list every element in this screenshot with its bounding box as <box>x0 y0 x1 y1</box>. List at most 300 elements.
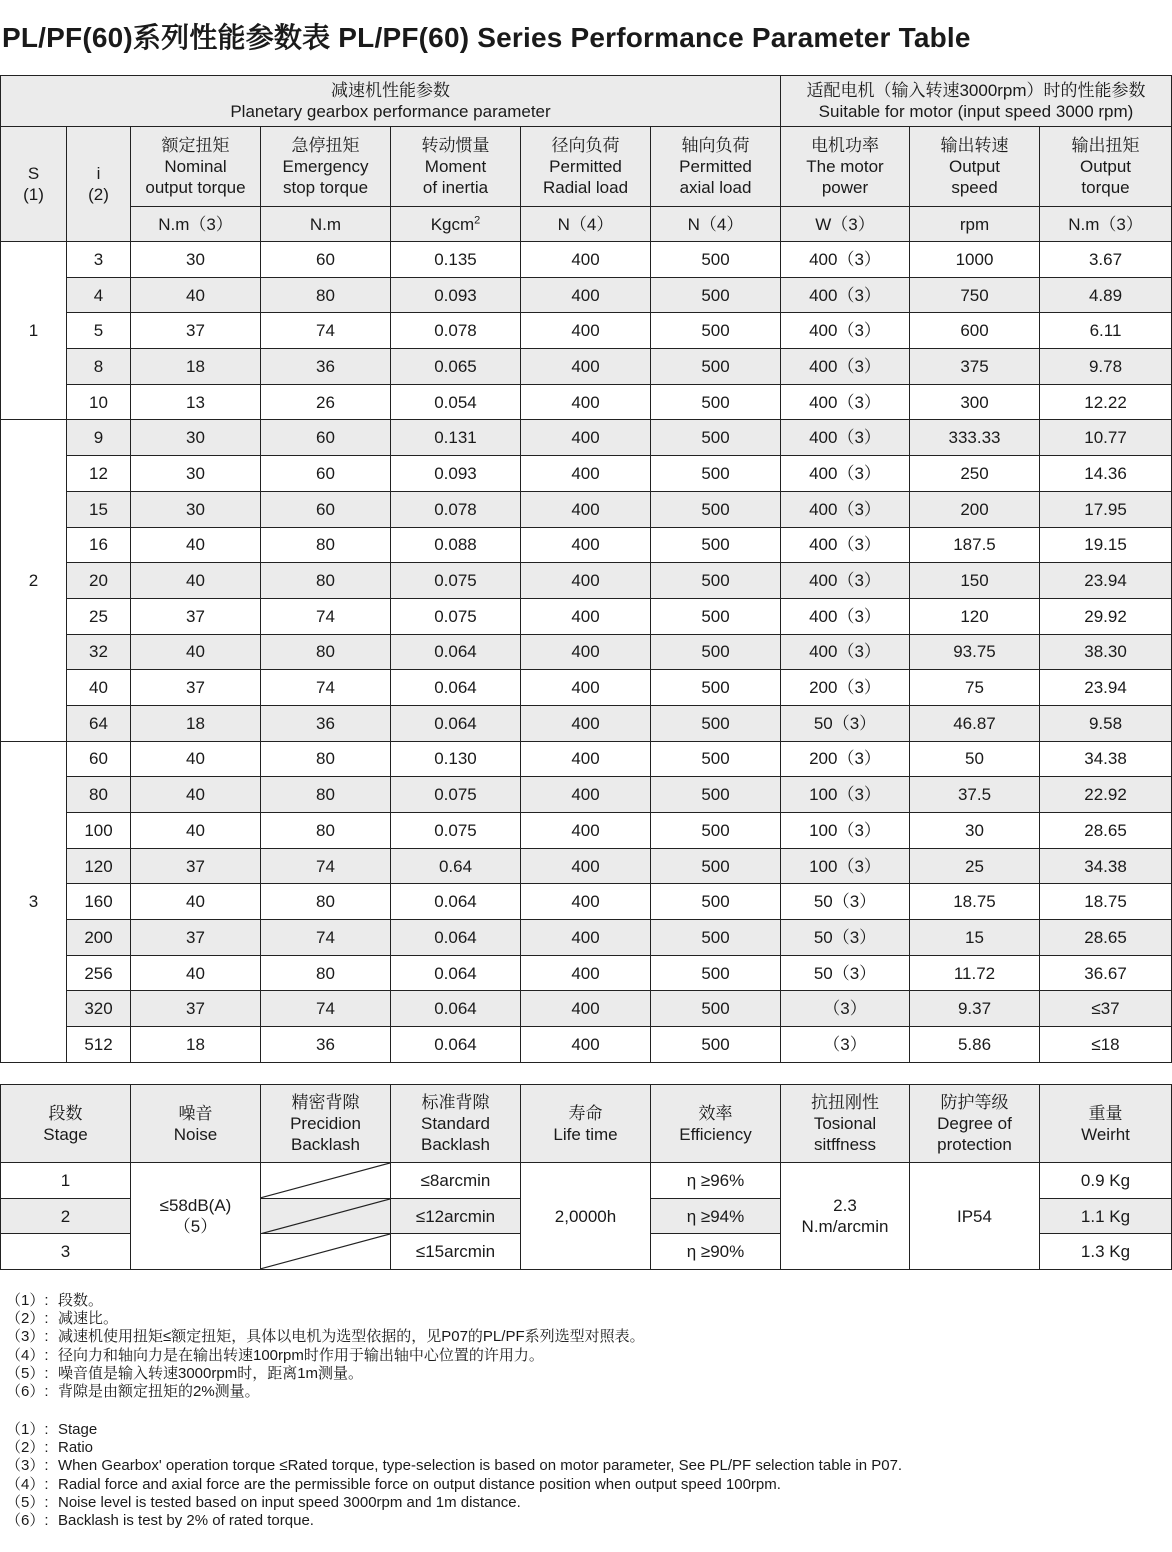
note-key: （4）: <box>6 1475 49 1493</box>
table-cell: 100（3） <box>781 813 910 849</box>
header-line: 减速机性能参数 <box>331 81 450 100</box>
table-row <box>1 242 1172 278</box>
table-cell: 500 <box>651 991 781 1027</box>
table-cell: 400 <box>521 563 651 599</box>
table-cell: 4 <box>67 277 131 313</box>
unit-cell <box>261 207 391 242</box>
header-line: protection <box>937 1135 1012 1154</box>
stage-cell: 1 <box>1 242 67 420</box>
table-cell: 400 <box>521 491 651 527</box>
table-cell: 0.075 <box>391 813 521 849</box>
diagonal-slash-icon <box>261 1163 390 1198</box>
stiffness-cell <box>781 1163 910 1270</box>
header-line: Tosional <box>813 1114 877 1133</box>
precision-backlash-cell <box>261 1163 391 1199</box>
table-cell: 40 <box>131 527 261 563</box>
table-row <box>1 634 1172 670</box>
table-cell: 400 <box>521 991 651 1027</box>
table-cell: 500 <box>651 242 781 278</box>
table-cell: 320 <box>67 991 131 1027</box>
table-cell: 400（3） <box>781 277 910 313</box>
note-key: （1）: <box>6 1292 49 1309</box>
column-header <box>261 127 391 207</box>
table-cell: 0.064 <box>391 705 521 741</box>
table-cell: 11.72 <box>910 955 1040 991</box>
table-cell: 50（3） <box>781 884 910 920</box>
group-header-motor <box>781 76 1172 127</box>
header-line: Stage <box>43 1124 88 1144</box>
table-cell: 37 <box>131 848 261 884</box>
table-cell: 74 <box>261 670 391 706</box>
protection-cell: IP54 <box>910 1163 1040 1270</box>
table-cell: 3 <box>67 242 131 278</box>
table-cell: 80 <box>261 634 391 670</box>
precision-backlash-cell <box>261 1198 391 1234</box>
table-cell: 40 <box>131 563 261 599</box>
table-row <box>1 527 1172 563</box>
note-line <box>6 1457 902 1475</box>
weight-cell: 0.9 Kg <box>1040 1163 1172 1199</box>
table-cell: 0.065 <box>391 349 521 385</box>
table-cell: 400（3） <box>781 242 910 278</box>
header-line: of inertia <box>422 178 489 197</box>
table-cell: 40 <box>131 884 261 920</box>
table-cell: 60 <box>67 741 131 777</box>
note-line <box>6 1347 645 1365</box>
note-line <box>6 1365 645 1383</box>
header-line: （5） <box>173 1217 218 1237</box>
header-line: Efficiency <box>679 1124 752 1144</box>
table-cell: 10 <box>67 384 131 420</box>
table-cell: 0.064 <box>391 991 521 1027</box>
weight-cell: 1.1 Kg <box>1040 1198 1172 1234</box>
header-line: 效率 <box>698 1103 733 1123</box>
table-cell: 32 <box>67 634 131 670</box>
table-cell: 9 <box>67 420 131 456</box>
table-cell: 80 <box>261 777 391 813</box>
table-cell: 200 <box>67 920 131 956</box>
precision-backlash-cell <box>261 1234 391 1270</box>
header-line: Noise <box>173 1124 218 1144</box>
note-line <box>6 1512 902 1530</box>
table-cell: 400 <box>521 634 651 670</box>
table-cell: 400 <box>521 598 651 634</box>
column-header <box>651 127 781 207</box>
note-text: Stage <box>58 1421 98 1438</box>
table-row <box>1 563 1172 599</box>
header-line: 径向负荷 <box>551 136 620 155</box>
table-cell: 4.89 <box>1040 277 1172 313</box>
header-line: Permitted <box>549 157 622 176</box>
note-line <box>6 1328 645 1346</box>
table-cell: 500 <box>651 813 781 849</box>
table-row <box>1 777 1172 813</box>
note-text: 减速比。 <box>58 1310 119 1328</box>
header-line: Permitted <box>679 157 752 176</box>
table-cell: 50（3） <box>781 920 910 956</box>
table-cell: 0.064 <box>391 1027 521 1063</box>
header-line: stop torque <box>282 178 369 197</box>
table-cell: 300 <box>910 384 1040 420</box>
header-line: Planetary gearbox performance parameter <box>230 102 551 121</box>
note-key: （2）: <box>6 1310 49 1328</box>
table-row <box>1 1027 1172 1063</box>
table-cell: 29.92 <box>1040 598 1172 634</box>
column-header <box>910 127 1040 207</box>
table-cell: 0.064 <box>391 920 521 956</box>
spec-table <box>0 1084 1172 1270</box>
table-cell: 15 <box>910 920 1040 956</box>
table-cell: 30 <box>131 456 261 492</box>
header-line: 标准背隙 <box>421 1093 490 1112</box>
table-cell: 75 <box>910 670 1040 706</box>
table-cell: 400（3） <box>781 384 910 420</box>
table-cell: 400（3） <box>781 491 910 527</box>
diagonal-slash-icon <box>261 1234 390 1269</box>
table-cell: 500 <box>651 313 781 349</box>
table-cell: 0.075 <box>391 598 521 634</box>
weight-cell: 1.3 Kg <box>1040 1234 1172 1270</box>
stage-cell: 3 <box>1 741 67 1062</box>
table-cell: 333.33 <box>910 420 1040 456</box>
table-row <box>1 813 1172 849</box>
unit-cell <box>1040 207 1172 242</box>
header-line: speed <box>951 178 998 197</box>
note-line <box>6 1476 902 1494</box>
table-row <box>1 420 1172 456</box>
table-cell: 500 <box>651 349 781 385</box>
spec-header-row <box>1 1085 1172 1163</box>
table-cell: 400（3） <box>781 349 910 385</box>
header-line: (2) <box>88 185 109 204</box>
spec-header <box>1040 1085 1172 1163</box>
note-text: Noise level is tested based on input speed 3000rpm and 1m distance. <box>58 1493 521 1511</box>
table-cell: 40 <box>131 741 261 777</box>
table-cell: 0.093 <box>391 456 521 492</box>
note-text: Ratio <box>58 1439 94 1457</box>
spec-stage: 2 <box>1 1198 131 1234</box>
noise-cell <box>131 1163 261 1270</box>
table-cell: 38.30 <box>1040 634 1172 670</box>
header-line: S <box>27 164 40 183</box>
note-text: 噪音值是输入转速3000rpm时，距离1m测量。 <box>58 1364 364 1382</box>
header-line: 适配电机（输入转速3000rpm）时的性能参数 <box>806 81 1146 100</box>
table-cell: 400 <box>521 741 651 777</box>
table-cell: 74 <box>261 313 391 349</box>
header-line: Degree of <box>937 1114 1012 1133</box>
table-cell: 36 <box>261 705 391 741</box>
table-cell: 12 <box>67 456 131 492</box>
spec-row <box>1 1163 1172 1199</box>
note-line <box>6 1383 645 1401</box>
unit-cell <box>391 207 521 242</box>
note-line <box>6 1439 902 1457</box>
life-time-cell: 2,0000h <box>521 1163 651 1270</box>
note-text: Backlash is test by 2% of rated torque. <box>58 1512 314 1530</box>
table-cell: 50（3） <box>781 955 910 991</box>
table-cell: 0.64 <box>391 848 521 884</box>
table-cell: 200（3） <box>781 741 910 777</box>
standard-backlash-cell: ≤15arcmin <box>391 1234 521 1270</box>
table-cell: 400 <box>521 920 651 956</box>
table-row <box>1 456 1172 492</box>
table-cell: 37 <box>131 670 261 706</box>
table-cell: 400 <box>521 848 651 884</box>
table-cell: 400 <box>521 670 651 706</box>
table-cell: 40 <box>131 277 261 313</box>
table-cell: 400 <box>521 1027 651 1063</box>
table-cell: 20 <box>67 563 131 599</box>
header-line: N.m（3） <box>1068 214 1143 234</box>
table-cell: 400 <box>521 705 651 741</box>
header-line: N（4） <box>687 214 744 234</box>
note-key: （3）: <box>6 1328 49 1346</box>
table-cell: 60 <box>261 456 391 492</box>
table-cell: 40 <box>131 777 261 813</box>
table-cell: 10.77 <box>1040 420 1172 456</box>
table-cell: 400（3） <box>781 456 910 492</box>
header-line: 段数 <box>48 1103 83 1123</box>
table-cell: 40 <box>131 813 261 849</box>
header-line: Life time <box>553 1124 618 1144</box>
table-row <box>1 741 1172 777</box>
table-cell: 500 <box>651 848 781 884</box>
column-header-ratio <box>67 127 131 242</box>
table-cell: 40 <box>131 634 261 670</box>
header-line: 2.3 <box>833 1196 857 1216</box>
table-cell: 34.38 <box>1040 848 1172 884</box>
note-key: （6）: <box>6 1383 49 1401</box>
table-cell: 100（3） <box>781 848 910 884</box>
header-line: 防护等级 <box>940 1093 1009 1112</box>
table-cell: 0.075 <box>391 563 521 599</box>
table-cell: 18 <box>131 349 261 385</box>
table-cell: 400 <box>521 456 651 492</box>
table-cell: 500 <box>651 384 781 420</box>
table-cell: 9.78 <box>1040 349 1172 385</box>
table-row <box>1 670 1172 706</box>
group-header-gearbox <box>1 76 781 127</box>
table-cell: 74 <box>261 848 391 884</box>
table-cell: 16 <box>67 527 131 563</box>
table-cell: 120 <box>910 598 1040 634</box>
header-line: The motor <box>806 157 884 176</box>
spec-header <box>781 1085 910 1163</box>
header-line: Backlash <box>421 1135 490 1154</box>
table-cell: 74 <box>261 920 391 956</box>
table-cell: 80 <box>67 777 131 813</box>
notes-chinese <box>6 1292 645 1401</box>
table-cell: 30 <box>131 242 261 278</box>
table-cell: 8 <box>67 349 131 385</box>
header-line: W（3） <box>815 214 875 234</box>
table-cell: 60 <box>261 242 391 278</box>
table-cell: 375 <box>910 349 1040 385</box>
table-cell: 22.92 <box>1040 777 1172 813</box>
header-line: 额定扭矩 <box>161 136 230 155</box>
table-cell: 500 <box>651 277 781 313</box>
header-line: Suitable for motor (input speed 3000 rpm) <box>818 102 1134 121</box>
header-line: Output <box>1079 157 1132 176</box>
table-cell: 500 <box>651 598 781 634</box>
header-line: power <box>821 178 869 197</box>
table-row <box>1 848 1172 884</box>
table-cell: 400 <box>521 884 651 920</box>
header-line: N（4） <box>557 214 614 234</box>
header-line: N.m <box>309 214 342 234</box>
performance-table <box>0 75 1172 1063</box>
table-cell: 34.38 <box>1040 741 1172 777</box>
header-line: N.m/arcmin <box>801 1217 889 1237</box>
table-cell: 750 <box>910 277 1040 313</box>
table-cell: 37 <box>131 991 261 1027</box>
superscript: 2 <box>474 213 481 226</box>
table-cell: 0.131 <box>391 420 521 456</box>
table-cell: 0.130 <box>391 741 521 777</box>
table-cell: 500 <box>651 777 781 813</box>
unit-cell <box>781 207 910 242</box>
table-cell: 80 <box>261 277 391 313</box>
table-cell: 400 <box>521 384 651 420</box>
column-header-row <box>1 127 1172 207</box>
table-cell: 40 <box>131 955 261 991</box>
table-cell: 0.093 <box>391 277 521 313</box>
table-cell: 500 <box>651 920 781 956</box>
table-cell: 37 <box>131 920 261 956</box>
standard-backlash-cell: ≤12arcmin <box>391 1198 521 1234</box>
table-cell: 37 <box>131 313 261 349</box>
column-header <box>781 127 910 207</box>
table-cell: 400 <box>521 527 651 563</box>
table-row <box>1 491 1172 527</box>
table-cell: 200 <box>910 491 1040 527</box>
header-line: output torque <box>145 178 246 197</box>
table-cell: （3） <box>781 991 910 1027</box>
table-cell: 46.87 <box>910 705 1040 741</box>
table-cell: 0.075 <box>391 777 521 813</box>
table-cell: 9.37 <box>910 991 1040 1027</box>
table-cell: 400 <box>521 349 651 385</box>
header-line: ≤58dB(A) <box>159 1196 232 1216</box>
table-cell: 80 <box>261 813 391 849</box>
table-cell: 0.064 <box>391 955 521 991</box>
table-cell: 400（3） <box>781 634 910 670</box>
table-cell: 200（3） <box>781 670 910 706</box>
page-title: PL/PF(60)系列性能参数表 PL/PF(60) Series Performance Parameter Table <box>2 22 971 53</box>
table-cell: 26 <box>261 384 391 420</box>
header-line: sitffness <box>813 1135 877 1154</box>
table-cell: 0.078 <box>391 313 521 349</box>
table-row <box>1 313 1172 349</box>
table-cell: 0.064 <box>391 634 521 670</box>
table-cell: 256 <box>67 955 131 991</box>
table-cell: ≤37 <box>1040 991 1172 1027</box>
table-row <box>1 384 1172 420</box>
table-cell: 23.94 <box>1040 563 1172 599</box>
unit-cell <box>131 207 261 242</box>
table-cell: 40 <box>67 670 131 706</box>
table-cell: 60 <box>261 420 391 456</box>
table-cell: 100 <box>67 813 131 849</box>
note-key: （5）: <box>6 1364 49 1382</box>
table-cell: 80 <box>261 955 391 991</box>
table-cell: 500 <box>651 884 781 920</box>
header-line: Backlash <box>291 1135 360 1154</box>
table-cell: 500 <box>651 1027 781 1063</box>
table-cell: ≤18 <box>1040 1027 1172 1063</box>
note-text: 段数。 <box>58 1292 104 1309</box>
table-row <box>1 705 1172 741</box>
table-cell: 30 <box>131 491 261 527</box>
table-cell: 28.65 <box>1040 920 1172 956</box>
table-cell: 120 <box>67 848 131 884</box>
table-cell: 60 <box>261 491 391 527</box>
note-text: When Gearbox' operation torque ≤Rated torque, type-selection is based on motor parameter, See PL/PF selection table in P07. <box>58 1457 903 1475</box>
table-cell: 37.5 <box>910 777 1040 813</box>
table-row <box>1 598 1172 634</box>
table-cell: 400 <box>521 777 651 813</box>
header-line: i <box>96 164 101 183</box>
table-cell: 15 <box>67 491 131 527</box>
table-cell: 500 <box>651 491 781 527</box>
header-line: 寿命 <box>568 1103 603 1123</box>
table-cell: 14.36 <box>1040 456 1172 492</box>
header-line: 转动惯量 <box>421 136 490 155</box>
header-line: Radial load <box>542 178 629 197</box>
note-key: （5）: <box>6 1493 49 1511</box>
header-line: Moment <box>424 157 487 176</box>
unit-row <box>1 207 1172 242</box>
table-cell: 25 <box>67 598 131 634</box>
table-cell: 512 <box>67 1027 131 1063</box>
header-line: Output <box>948 157 1001 176</box>
table-cell: 500 <box>651 563 781 599</box>
header-line: 抗扭刚性 <box>811 1093 879 1112</box>
header-line: torque <box>1081 178 1130 197</box>
header-line: 电机功率 <box>811 136 879 155</box>
table-cell: 400（3） <box>781 563 910 599</box>
table-row <box>1 277 1172 313</box>
table-cell: 400（3） <box>781 313 910 349</box>
note-text: 背隙是由额定扭矩的2%测量。 <box>58 1383 260 1401</box>
column-header <box>1040 127 1172 207</box>
table-row <box>1 991 1172 1027</box>
header-line: Emergency <box>282 157 369 176</box>
header-line: 重量 <box>1088 1103 1123 1123</box>
table-cell: 500 <box>651 420 781 456</box>
table-cell: 37 <box>131 598 261 634</box>
header-line: N.m（3） <box>158 214 233 234</box>
table-cell: 400 <box>521 277 651 313</box>
table-cell: 6.11 <box>1040 313 1172 349</box>
spec-header <box>651 1085 781 1163</box>
table-cell: 400 <box>521 813 651 849</box>
table-cell: 0.088 <box>391 527 521 563</box>
unit-cell <box>651 207 781 242</box>
efficiency-cell: η ≥96% <box>651 1163 781 1199</box>
column-header <box>391 127 521 207</box>
stage-cell: 2 <box>1 420 67 741</box>
table-cell: 0.135 <box>391 242 521 278</box>
note-line <box>6 1310 645 1328</box>
spec-header <box>910 1085 1040 1163</box>
table-cell: 0.064 <box>391 884 521 920</box>
note-line <box>6 1292 645 1310</box>
table-cell: 500 <box>651 955 781 991</box>
table-cell: 250 <box>910 456 1040 492</box>
table-cell: 18.75 <box>910 884 1040 920</box>
table-cell: 0.064 <box>391 670 521 706</box>
